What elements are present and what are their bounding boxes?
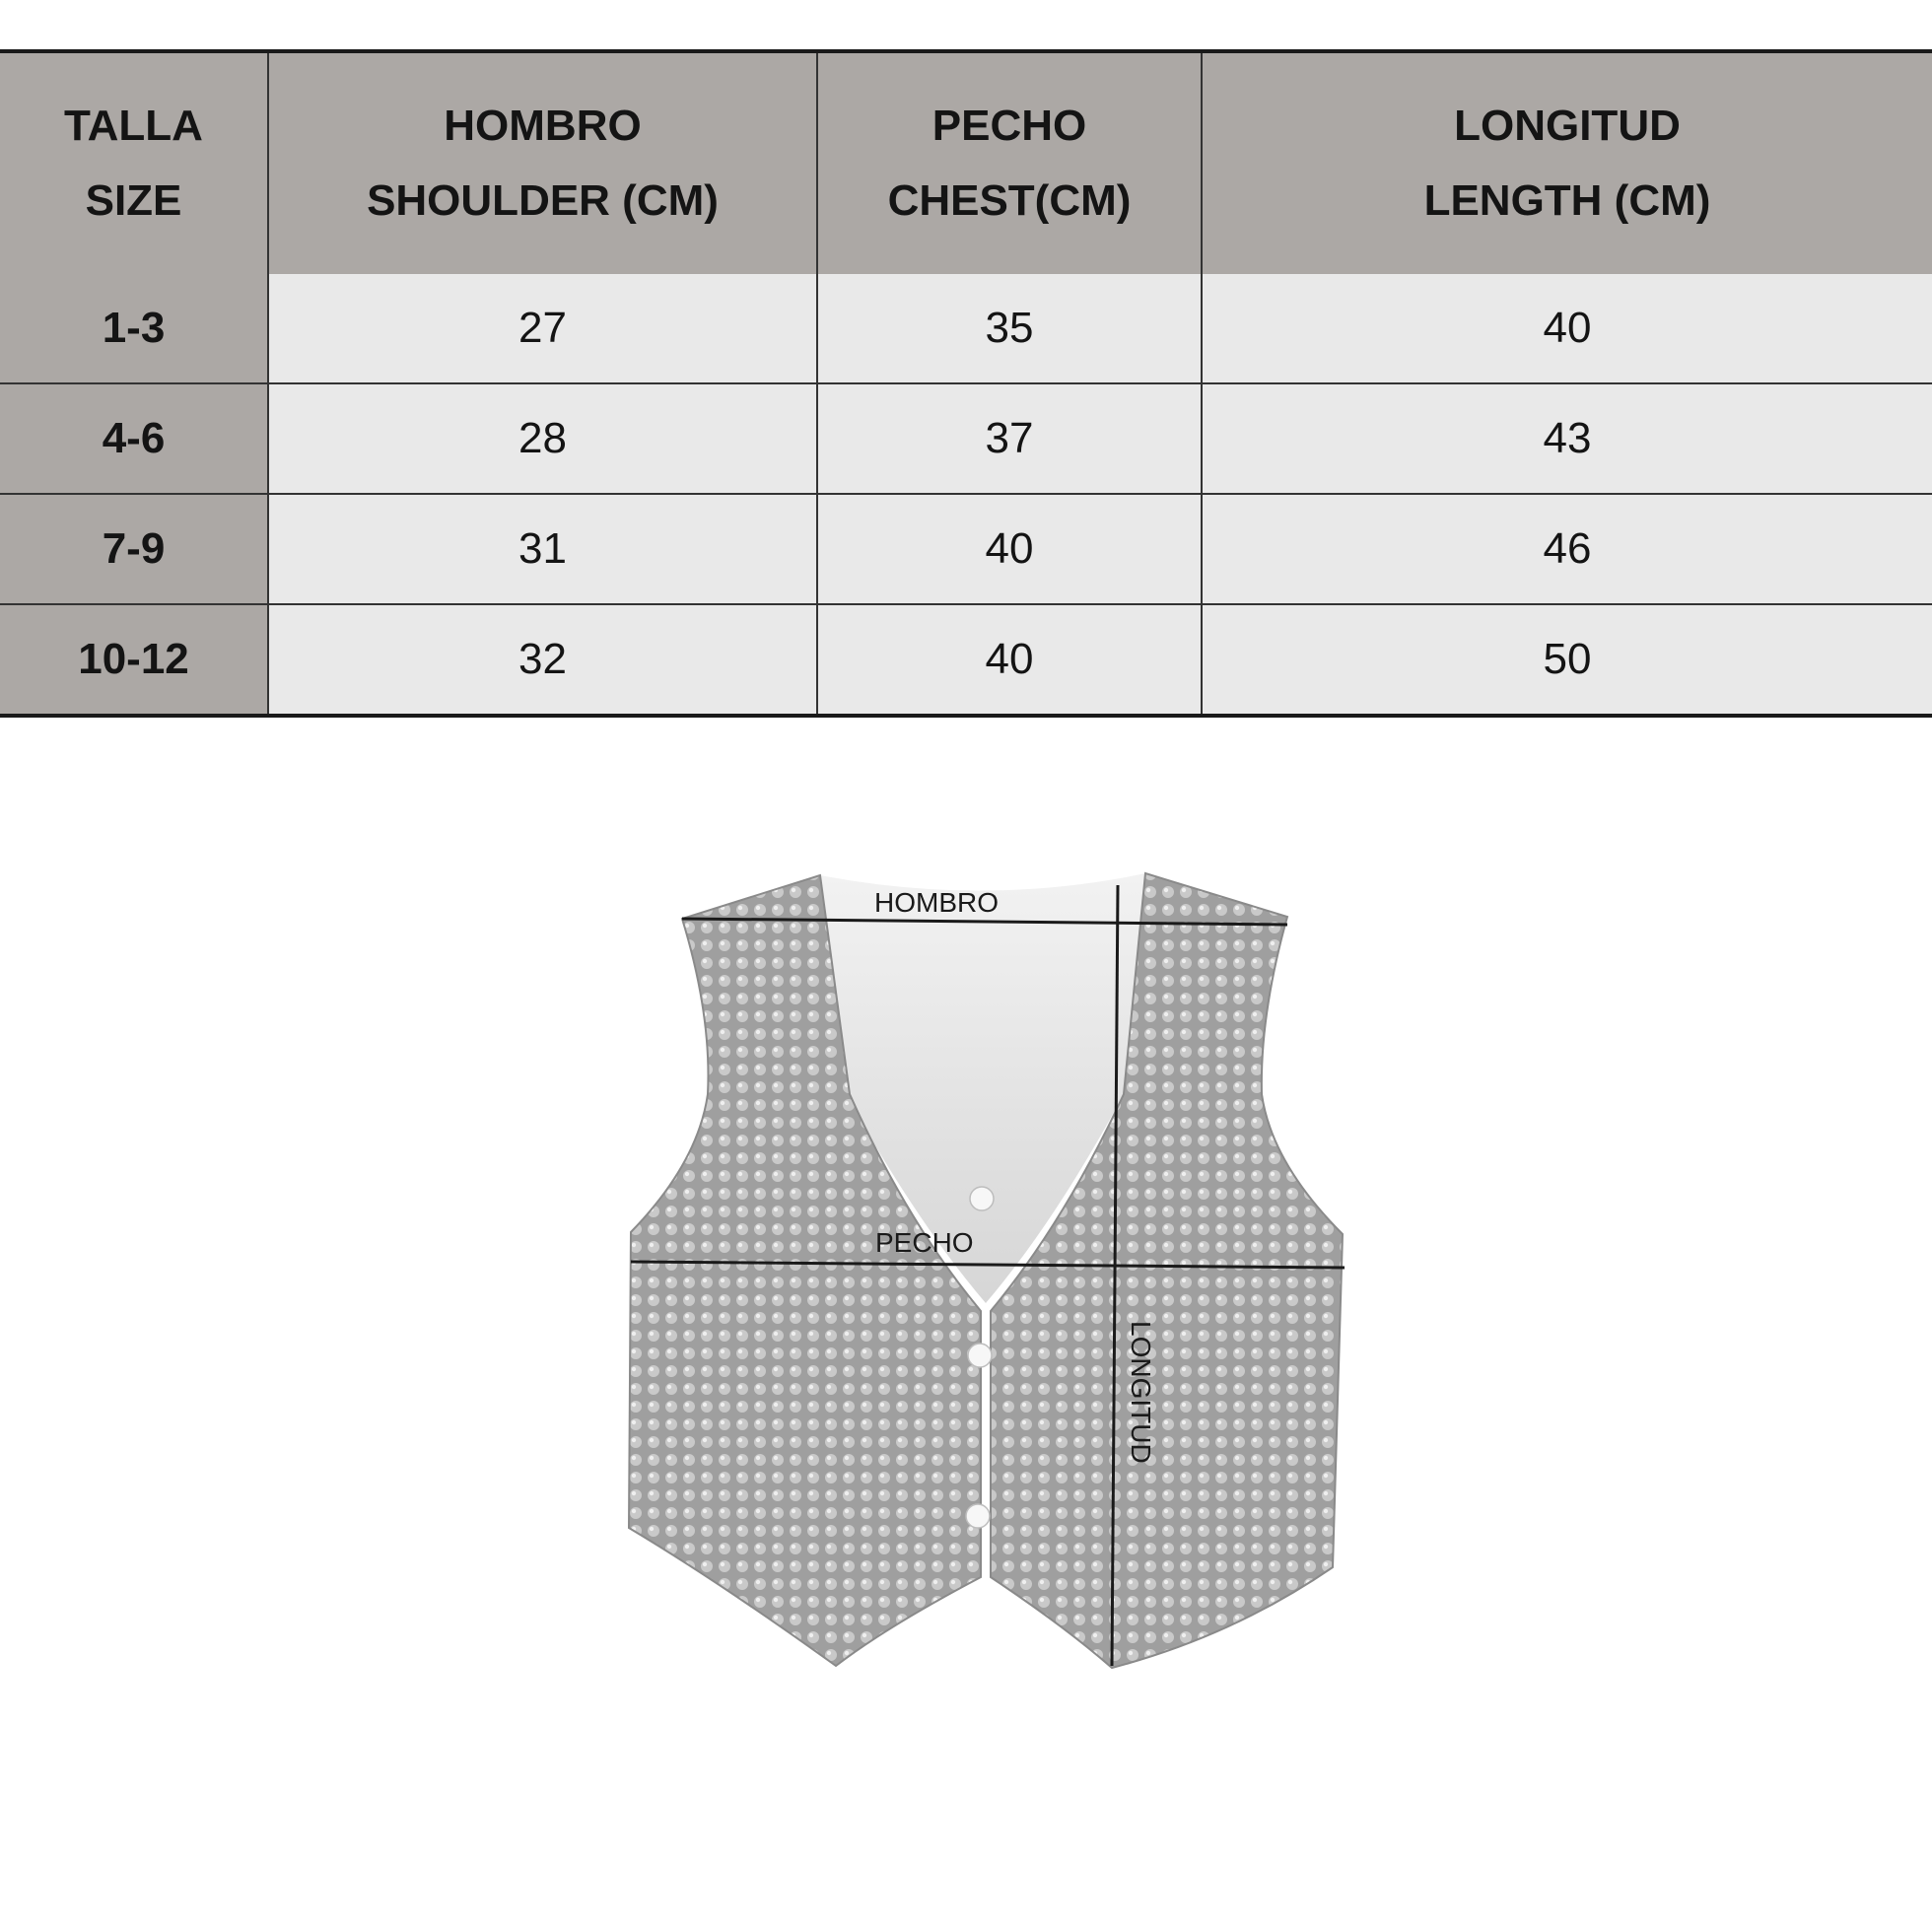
vest-measurement-figure xyxy=(591,848,1380,1695)
cell-length: 43 xyxy=(1202,383,1932,494)
cell-size: 7-9 xyxy=(0,494,268,604)
header-length-en: LENGTH (CM) xyxy=(1423,176,1711,225)
vest-svg xyxy=(591,848,1380,1695)
header-length-es: LONGITUD xyxy=(1454,102,1681,150)
cell-shoulder: 31 xyxy=(268,494,817,604)
cell-shoulder: 28 xyxy=(268,383,817,494)
chest-label: PECHO xyxy=(875,1227,974,1258)
cell-size: 10-12 xyxy=(0,604,268,716)
cell-chest: 35 xyxy=(817,274,1202,383)
cell-chest: 37 xyxy=(817,383,1202,494)
cell-length: 40 xyxy=(1202,274,1932,383)
shoulder-label: HOMBRO xyxy=(874,887,999,918)
cell-length: 50 xyxy=(1202,604,1932,716)
header-chest-es: PECHO xyxy=(932,102,1087,150)
header-length xyxy=(1202,51,1932,274)
table-row xyxy=(0,383,1932,494)
length-label: LONGITUD xyxy=(1126,1321,1156,1464)
vest-button xyxy=(968,1344,992,1367)
cell-length: 46 xyxy=(1202,494,1932,604)
header-chest xyxy=(817,51,1202,274)
header-size-es: TALLA xyxy=(64,102,203,150)
cell-chest: 40 xyxy=(817,604,1202,716)
cell-size: 4-6 xyxy=(0,383,268,494)
cell-size: 1-3 xyxy=(0,274,268,383)
cell-shoulder: 27 xyxy=(268,274,817,383)
header-shoulder-en: SHOULDER (CM) xyxy=(367,176,719,225)
header-shoulder xyxy=(268,51,817,274)
table-row xyxy=(0,494,1932,604)
size-chart-table xyxy=(0,49,1932,718)
table-header-row xyxy=(0,51,1932,274)
header-shoulder-es: HOMBRO xyxy=(444,102,642,150)
cell-chest: 40 xyxy=(817,494,1202,604)
cell-shoulder: 32 xyxy=(268,604,817,716)
vest-button xyxy=(970,1187,994,1210)
vest-button xyxy=(966,1504,990,1528)
header-size xyxy=(0,51,268,274)
header-size-en: SIZE xyxy=(85,176,182,225)
header-chest-en: CHEST(CM) xyxy=(887,176,1132,225)
table-row xyxy=(0,274,1932,383)
table-row xyxy=(0,604,1932,716)
